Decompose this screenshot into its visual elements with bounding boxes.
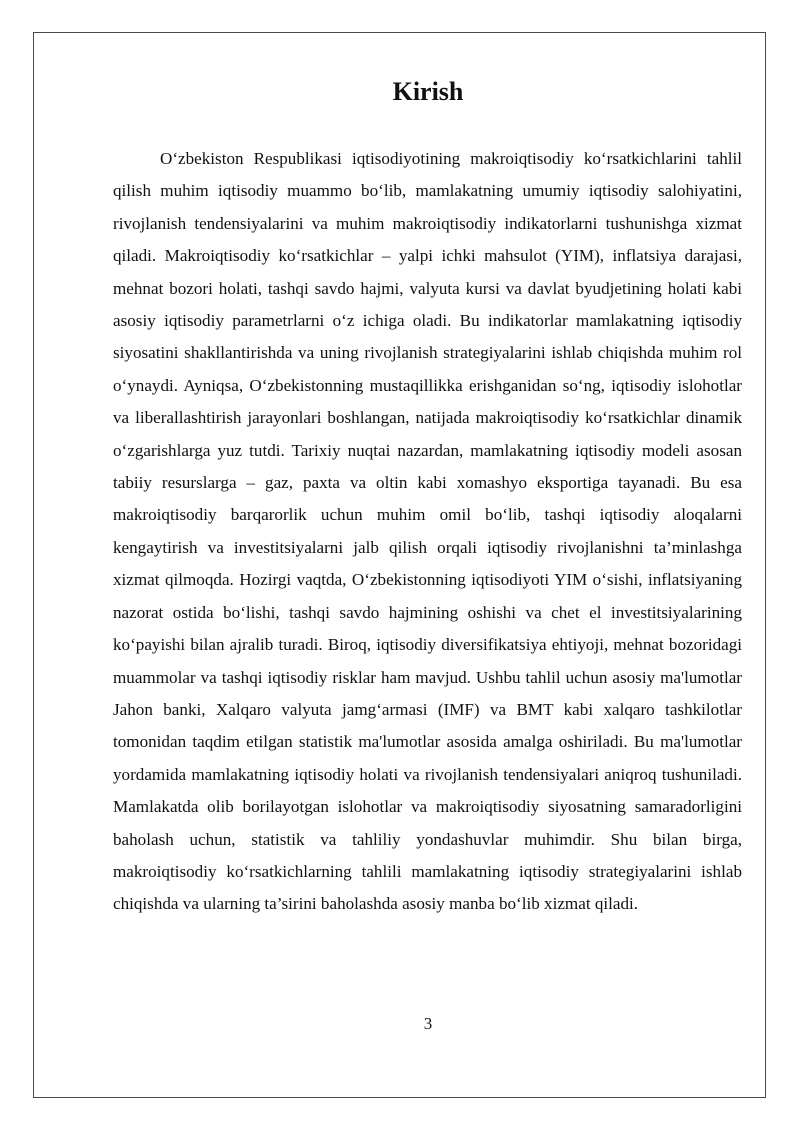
- page-number: 3: [423, 1014, 433, 1033]
- body-paragraph: O‘zbekiston Respublikasi iqtisodiyotining makroiqtisodiy ko‘rsatkichlarini tahlil qilish muhim iqtisodiy muammo bo‘lib, mamlakatning umumiy iqtisodiy salohiyatini, rivojlanish tendensiyalarini va muhim makroiqtisodiy indikatorlarni tushunishga xizmat qiladi. Makroiqtisodiy ko‘rsatkichlar – yalpi ichki mahsulot (YIM), inflatsiya darajasi, mehnat bozori holati, tashqi savdo hajmi, valyuta kursi va davlat byudjetining holati kabi asosiy iqtisodiy parametrlarni o‘z ichiga oladi. Bu indikatorlar mamlakatning iqtisodiy siyosatini shakllantirishda va uning rivojlanish strategiyalarini ishlab chiqishda muhim rol o‘ynaydi. Ayniqsa, O‘zbekistonning mustaqillikka erishganidan so‘ng, iqtisodiy islohotlar va liberallashtirish jarayonlari boshlangan, natijada makroiqtisodiy ko‘rsatkichlar dinamik o‘zgarishlarga yuz tutdi. Tarixiy nuqtai nazardan, mamlakatning iqtisodiy modeli asosan tabiiy resurslarga – gaz, paxta va oltin kabi xomashyo eksportiga tayanadi. Bu esa makroiqtisodiy barqarorlik uchun muhim omil bo‘lib, tashqi iqtisodiy aloqalarni kengaytirish va investitsiyalarni jalb qilish orqali iqtisodiy rivojlanishni ta’minlashga xizmat qilmoqda. Hozirgi vaqtda, O‘zbekistonning iqtisodiyoti YIM o‘sishi, inflatsiyaning nazorat ostida bo‘lishi, tashqi savdo hajmining oshishi va chet el investitsiyalarining ko‘payishi bilan ajralib turadi. Biroq, iqtisodiy diversifikatsiya ehtiyoji, mehnat bozoridagi muammolar va tashqi iqtisodiy risklar ham mavjud. Ushbu tahlil uchun asosiy ma'lumotlar Jahon banki, Xalqaro valyuta jamg‘armasi (IMF) va BMT kabi xalqaro tashkilotlar tomonidan taqdim etilgan statistik ma'lumotlar asosida amalga oshiriladi. Bu ma'lumotlar yordamida mamlakatning iqtisodiy holati va rivojlanish tendensiyalari aniqroq tushuniladi. Mamlakatda olib borilayotgan islohotlar va makroiqtisodiy siyosatning samaradorligini baholash uchun, statistik va tahliliy yondashuvlar muhimdir. Shu bilan birga, makroiqtisodiy ko‘rsatkichlarning tahlili mamlakatning iqtisodiy strategiyalarini ishlab chiqishda va ularning ta’sirini baholashda asosiy manba bo‘lib xizmat qiladi.: [113, 149, 742, 914]
- page-title: Kirish: [392, 77, 464, 106]
